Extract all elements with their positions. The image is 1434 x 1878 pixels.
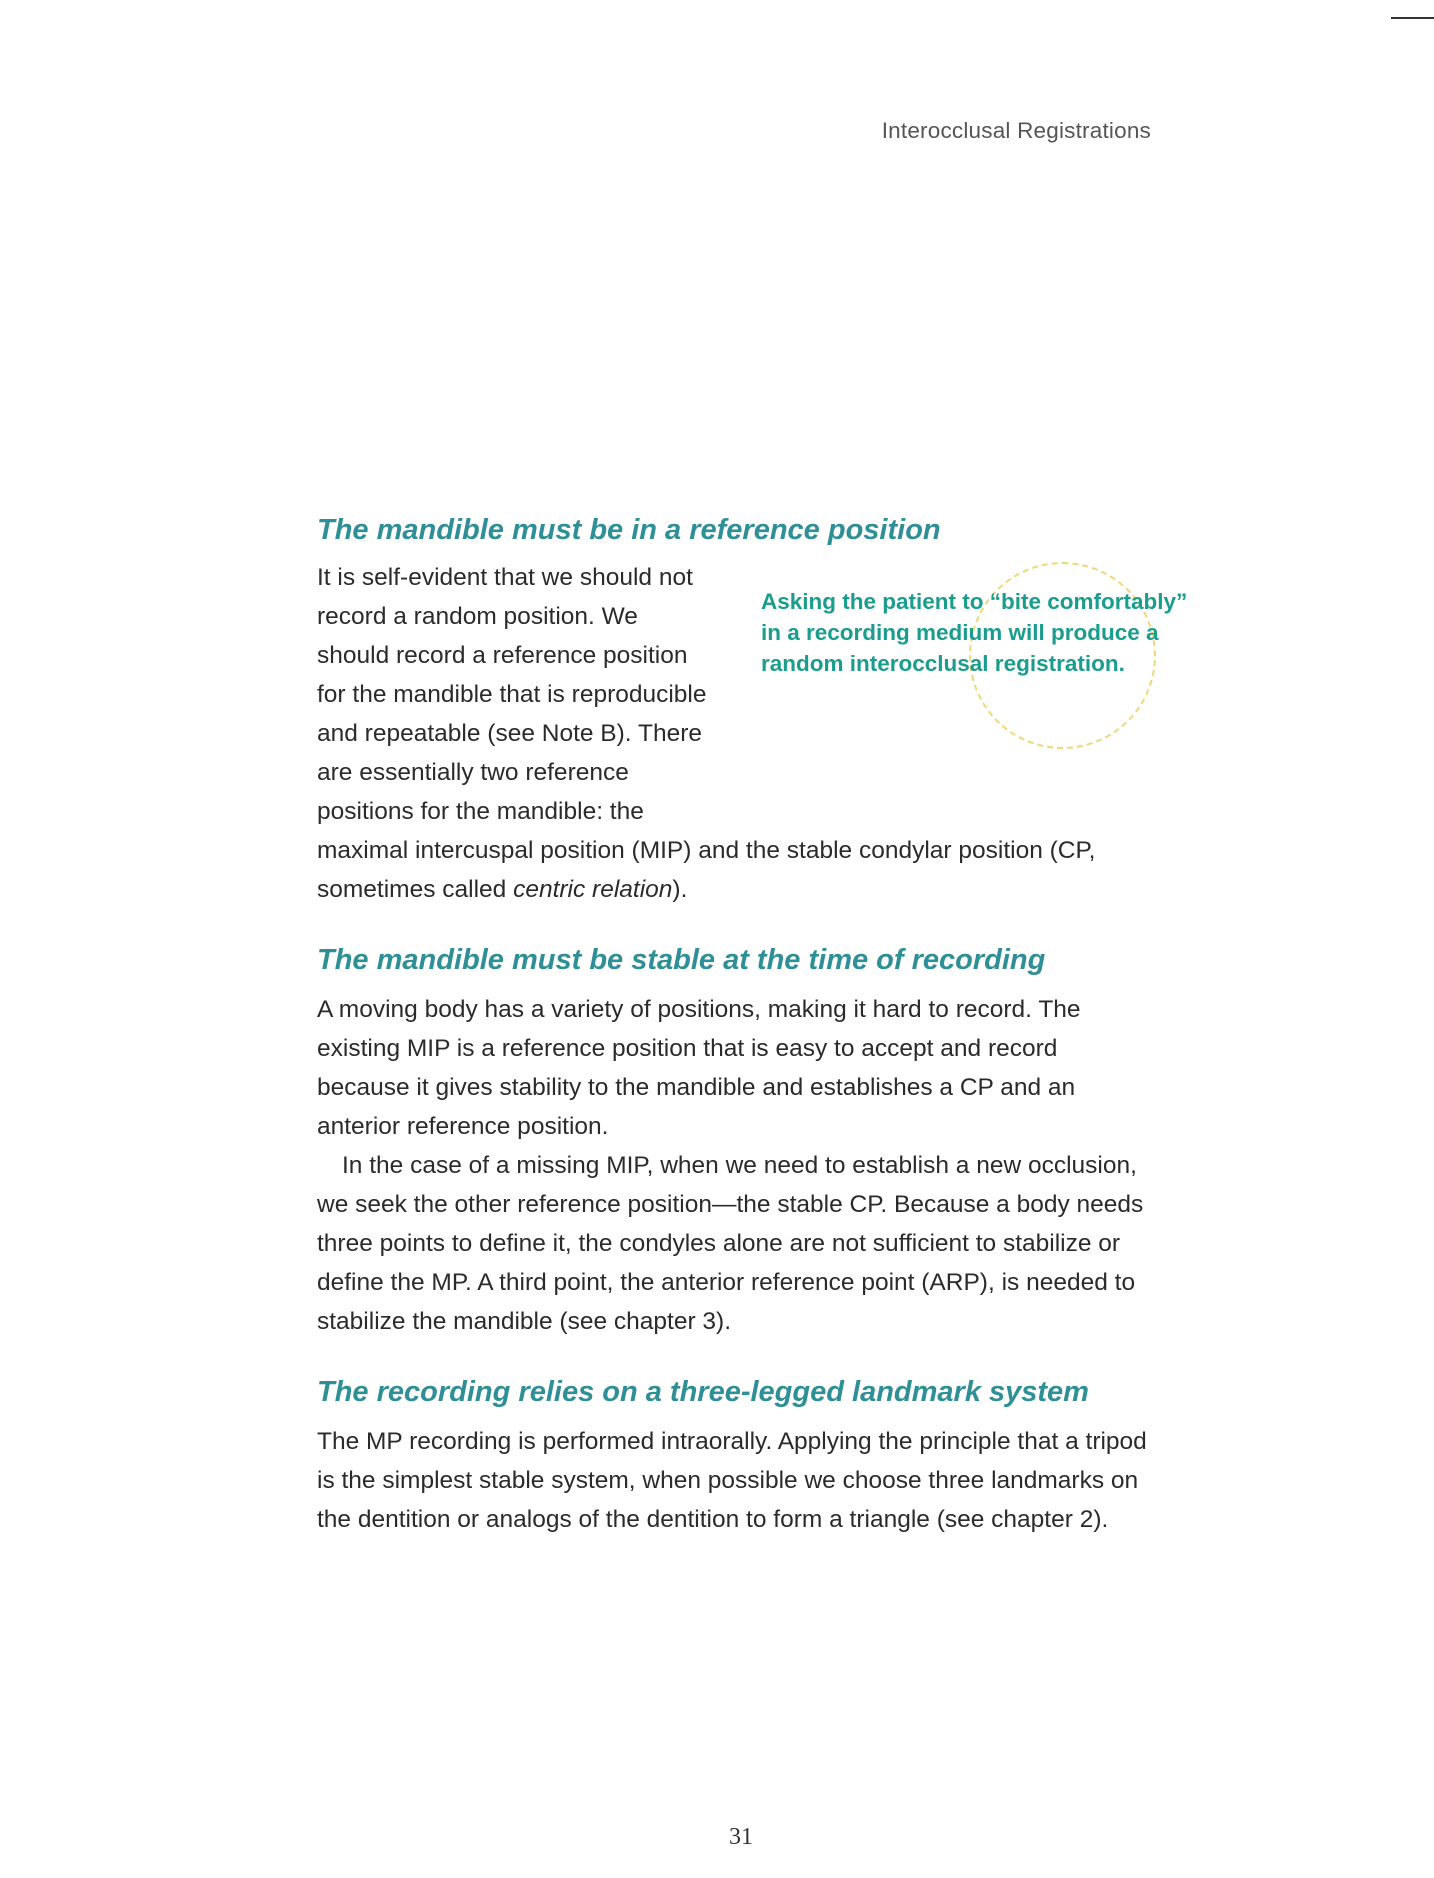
section-three-legged-system <box>317 1370 1151 1539</box>
main-content <box>317 508 1188 1539</box>
section-body-wrap <box>317 558 1188 909</box>
section-paragraph: The MP recording is performed intraorally. Applying the principle that a tripod is the simplest stable system, when possible we choose three landmarks on the dentition or analogs of the dentition to form a triangle (see chapter 2). <box>317 1428 1147 1533</box>
section-heading: The mandible must be in a reference position <box>317 514 941 546</box>
page-number: 31 <box>729 1824 753 1850</box>
paragraph-italic-term: centric relation <box>513 876 673 903</box>
corner-rule <box>1391 17 1434 19</box>
section-paragraph: In the case of a missing MIP, when we need to establish a new occlusion, we seek the other reference position—the stable CP. Because a body needs three points to define it, the condyles alone are not sufficient to stabilize or define the MP. A third point, the anterior reference point (ARP), is needed to stabilize the mandible (see chapter 3). <box>317 1152 1144 1335</box>
paragraph-text-end: ). <box>672 876 688 903</box>
paragraph-text: It is self-evident that we should not record a random position. We should record a reference position for the mandible that is reproducible and repeatable (see Note B). There are essentially two reference positions for the mandible: the maximal intercuspal position (MIP) and the stable condylar position (CP, sometimes called <box>317 564 1096 903</box>
section-reference-position <box>317 508 1188 909</box>
callout-text: Asking the patient to “bite comfortably” in a recording medium will produce a random interocclusal registration. <box>761 589 1188 676</box>
section-heading: The mandible must be stable at the time of recording <box>317 944 1046 976</box>
section-heading: The recording relies on a three-legged landmark system <box>317 1376 1089 1408</box>
section-stable-recording <box>317 938 1151 1341</box>
callout-box <box>725 558 1188 828</box>
section-paragraph: A moving body has a variety of positions, making it hard to record. The existing MIP is a reference position that is easy to accept and record because it gives stability to the mandible and establishes a CP and an anterior reference position. <box>317 996 1081 1140</box>
running-head: Interocclusal Registrations <box>881 118 1151 143</box>
